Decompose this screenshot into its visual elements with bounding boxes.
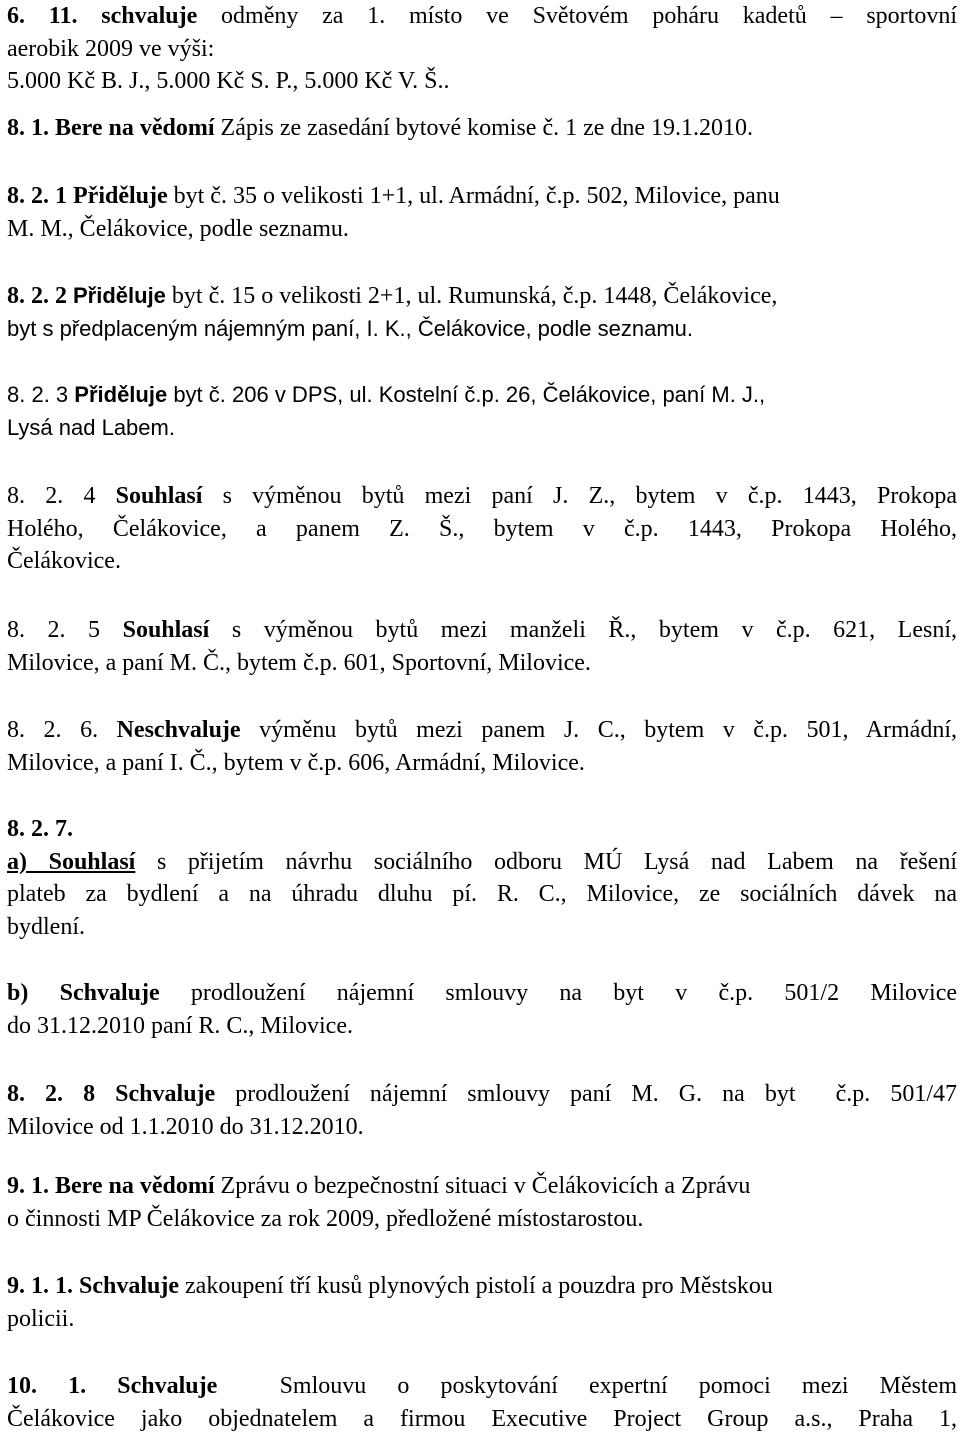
resolution-paragraph: [7, 1270, 957, 1335]
text-line: [7, 412, 957, 445]
bold-text: 8. 2. 2: [7, 283, 73, 309]
resolution-paragraph: [7, 714, 957, 779]
bold-text: 9. 1. 1. Schvaluje: [7, 1273, 180, 1299]
bold-text: Přiděluje: [74, 382, 168, 407]
text-line: [7, 1203, 957, 1236]
text-span: výměnu bytů mezi panem J. C., bytem v č.p. 501, Armádní,: [240, 717, 957, 743]
text-span: prodloužení nájemní smlouvy na byt v č.p. 501/2 Milovice: [159, 980, 957, 1006]
bold-text: b) Schvaluje: [7, 980, 160, 1006]
text-span: Milovice, a paní M. Č., bytem č.p. 601, Sportovní, Milovice.: [7, 649, 591, 676]
text-span: Milovice od 1.1.2010 do 31.12.2010.: [7, 1113, 364, 1140]
text-line: [7, 1010, 957, 1043]
bold-text: Neschvaluje: [116, 717, 241, 743]
text-line: [7, 1403, 957, 1436]
bold-text: 9. 1. Bere na vědomí: [7, 1173, 215, 1199]
text-line: [7, 1170, 957, 1203]
text-span: plateb za bydlení a na úhradu dluhu pí. R. C., Milovice, ze sociálních dávek na: [7, 881, 957, 907]
resolution-paragraph: [7, 112, 957, 145]
text-span: Smlouvu o poskytování expertní pomoci mezi Městem: [217, 1373, 958, 1399]
text-line: [7, 647, 957, 680]
bold-text: 8. 2. 7.: [7, 816, 73, 842]
text-line: [7, 480, 957, 513]
text-line: [7, 1078, 957, 1111]
bold-text: 10. 1. Schvaluje: [7, 1373, 218, 1399]
text-span: s výměnou bytů mezi paní J. Z., bytem v č.p. 1443, Prokopa: [202, 483, 957, 509]
resolution-paragraph: [7, 0, 957, 98]
bold-text: a) Souhlasí: [7, 848, 136, 875]
text-line: [7, 112, 957, 145]
text-line: [7, 1370, 957, 1403]
text-line: [7, 545, 957, 578]
resolution-paragraph: [7, 1078, 957, 1143]
text-span: Zprávu o bezpečnostní situaci v Čelákovicích a Zprávu: [214, 1173, 751, 1199]
text-span: Čelákovice jako objednatelem a firmou Executive Project Group a.s., Praha 1,: [7, 1405, 957, 1432]
bold-text: 8. 1. Bere na vědomí: [7, 115, 215, 141]
bold-text: Souhlasí: [115, 483, 203, 509]
text-line: [7, 180, 957, 213]
bold-text: 6. 11.: [7, 3, 102, 29]
text-span: policii.: [7, 1305, 75, 1332]
resolution-paragraph: [7, 379, 957, 444]
resolution-paragraph: [7, 977, 957, 1042]
bold-text: Přiděluje: [73, 283, 166, 308]
resolution-paragraph: [7, 180, 957, 245]
text-span: Milovice, a paní I. Č., bytem v č.p. 606, Armádní, Milovice.: [7, 749, 585, 776]
text-line: [7, 878, 957, 911]
text-span: 8. 2. 4: [7, 483, 116, 509]
text-span: prodloužení nájemní smlouvy paní M. G. na byt č.p. 501/47: [215, 1081, 958, 1107]
text-line: [7, 1270, 957, 1303]
text-line: [7, 1303, 957, 1336]
text-span: s výměnou bytů mezi manželi Ř., bytem v č.p. 621, Lesní,: [209, 617, 958, 643]
text-span: byt č. 206 v DPS, ul. Kostelní č.p. 26, Čelákovice, paní M. J.,: [167, 382, 766, 407]
text-span: byt s předplaceným nájemným paní, I. K., Čelákovice, podle seznamu.: [7, 315, 694, 341]
bold-text: 8. 2. 1: [7, 183, 73, 209]
text-line: [7, 65, 957, 98]
text-line: [7, 379, 957, 412]
text-span: 8. 2. 6.: [7, 717, 117, 743]
text-span: o činnosti MP Čelákovice za rok 2009, předložené místostarostou.: [7, 1205, 644, 1232]
text-span: bydlení.: [7, 913, 85, 940]
bold-text: 8. 2. 8: [7, 1081, 116, 1107]
text-line: [7, 513, 957, 546]
text-span: 8. 2. 3: [7, 382, 75, 407]
text-line: [7, 614, 957, 647]
text-line: [7, 977, 957, 1010]
text-line: [7, 1111, 957, 1144]
text-line: [7, 747, 957, 780]
text-span: byt č. 15 o velikosti 2+1, ul. Rumunská, č.p. 1448, Čelákovice,: [165, 283, 778, 309]
bold-text: Přiděluje: [73, 183, 168, 209]
text-span: aerobik 2009 ve výši:: [7, 35, 215, 62]
text-span: Holého, Čelákovice, a panem Z. Š., bytem v č.p. 1443, Prokopa Holého,: [7, 515, 957, 542]
bold-text: Souhlasí: [122, 617, 210, 643]
text-span: byt č. 35 o velikosti 1+1, ul. Armádní, č.p. 502, Milovice, panu: [167, 183, 780, 209]
text-span: M. M., Čelákovice, podle seznamu.: [7, 215, 349, 242]
text-line: [7, 911, 957, 944]
resolution-paragraph: [7, 614, 957, 679]
text-line: [7, 313, 957, 346]
text-line: [7, 33, 957, 66]
text-span: 5.000 Kč B. J., 5.000 Kč S. P., 5.000 Kč V. Š..: [7, 68, 450, 94]
text-line: [7, 0, 957, 33]
text-span: do 31.12.2010 paní R. C., Milovice.: [7, 1012, 353, 1039]
text-span: Lysá nad Labem.: [7, 414, 175, 440]
text-span: s přijetím návrhu sociálního odboru MÚ Lysá nad Labem na řešení: [135, 848, 957, 875]
bold-text: schvaluje: [101, 3, 198, 29]
text-line: [7, 846, 957, 879]
text-span: Zápis ze zasedání bytové komise č. 1 ze dne 19.1.2010.: [214, 115, 754, 141]
text-line: [7, 280, 957, 313]
resolution-paragraph: [7, 813, 957, 943]
resolution-paragraph: [7, 1370, 957, 1435]
text-span: odměny za 1. místo ve Světovém poháru kadetů – sportovní: [197, 3, 957, 29]
resolution-paragraph: [7, 480, 957, 578]
text-span: 8. 2. 5: [7, 617, 123, 643]
text-span: zakoupení tří kusů plynových pistolí a pouzdra pro Městskou: [179, 1273, 773, 1299]
bold-text: Schvaluje: [115, 1081, 216, 1107]
text-line: [7, 813, 957, 846]
text-line: [7, 213, 957, 246]
text-line: [7, 714, 957, 747]
resolution-paragraph: [7, 1170, 957, 1235]
text-span: Čelákovice.: [7, 548, 121, 574]
resolution-paragraph: [7, 280, 957, 345]
